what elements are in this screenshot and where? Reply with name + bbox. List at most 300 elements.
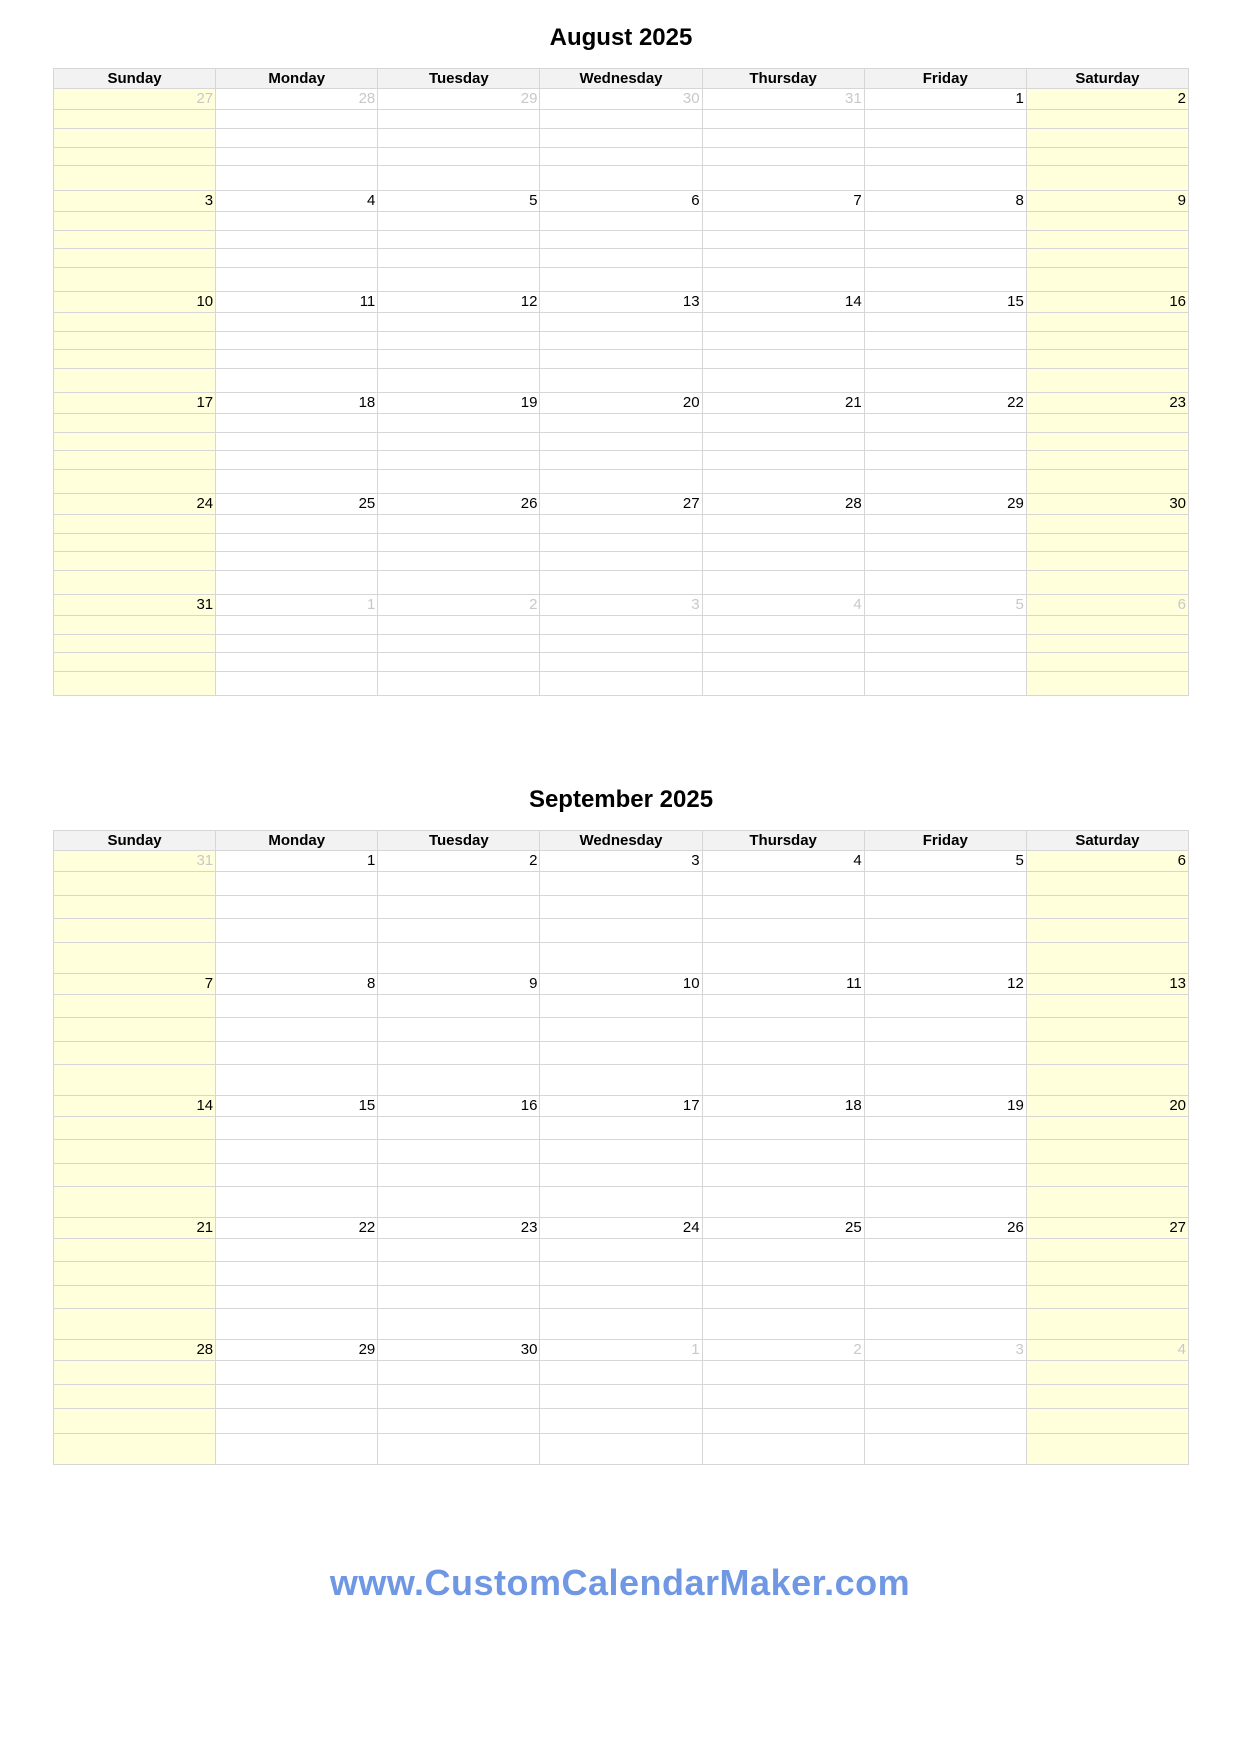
note-line: [1027, 1308, 1188, 1331]
day-cell[interactable]: [216, 494, 378, 595]
day-number: 3: [204, 192, 214, 209]
note-line: [865, 1285, 1026, 1308]
day-cell[interactable]: [864, 1096, 1026, 1218]
day-cell[interactable]: [864, 89, 1026, 191]
note-line: [216, 1163, 377, 1186]
day-cell[interactable]: [540, 1340, 702, 1465]
day-cell[interactable]: [1026, 1218, 1188, 1340]
day-cell[interactable]: [54, 494, 216, 595]
note-line: [54, 615, 215, 634]
note-line: [703, 514, 864, 533]
day-cell[interactable]: [1026, 393, 1188, 494]
note-line: [216, 1186, 377, 1209]
day-number: 16: [520, 1097, 538, 1114]
note-line: [540, 1041, 701, 1064]
day-number: 10: [196, 293, 214, 310]
note-line: [378, 109, 539, 128]
month-title: September 2025: [528, 786, 714, 813]
week-row: [54, 89, 1189, 191]
note-line: [216, 1308, 377, 1331]
day-cell[interactable]: [378, 1096, 540, 1218]
note-line: [216, 312, 377, 331]
day-number: 1: [1015, 90, 1024, 107]
day-cell[interactable]: [378, 1340, 540, 1465]
note-line: [216, 450, 377, 469]
note-line: [703, 994, 864, 1017]
note-line: [865, 349, 1026, 368]
note-line: [703, 551, 864, 570]
day-number: 26: [1007, 1219, 1024, 1236]
day-number: 12: [1007, 975, 1024, 992]
note-line: [703, 1285, 864, 1308]
day-number: 9: [1177, 192, 1186, 209]
note-line: [378, 1408, 539, 1432]
note-line: [378, 570, 539, 589]
note-line: [703, 165, 864, 184]
footer-website-link[interactable]: www.CustomCalendarMaker.com: [329, 1562, 911, 1603]
note-line: [865, 1116, 1026, 1139]
day-cell[interactable]: [1026, 292, 1188, 393]
note-line: [540, 533, 701, 552]
note-line: [540, 570, 701, 589]
note-line: [54, 533, 215, 552]
day-cell[interactable]: [216, 89, 378, 191]
note-line: [865, 533, 1026, 552]
note-line: [703, 248, 864, 267]
day-cell[interactable]: [54, 1340, 216, 1465]
note-line: [216, 533, 377, 552]
day-number: 23: [1169, 394, 1186, 411]
note-line: [378, 1064, 539, 1087]
note-line: [378, 1238, 539, 1261]
day-number: 30: [1169, 495, 1186, 512]
day-cell[interactable]: [864, 851, 1026, 974]
note-line: [216, 349, 377, 368]
note-line: [1027, 871, 1188, 895]
week-row: [54, 595, 1189, 696]
note-line: [54, 1017, 215, 1040]
note-line: [378, 615, 539, 634]
note-line: [54, 871, 215, 895]
note-line: [378, 165, 539, 184]
note-line: [216, 248, 377, 267]
day-cell[interactable]: [378, 494, 540, 595]
note-line: [1027, 1285, 1188, 1308]
week-row: [54, 1218, 1189, 1340]
note-line: [865, 432, 1026, 451]
note-line: [865, 994, 1026, 1017]
note-line: [865, 109, 1026, 128]
day-number-other-month: 28: [358, 90, 376, 107]
day-cell[interactable]: [702, 851, 864, 974]
note-line: [540, 1308, 701, 1331]
note-line: [54, 918, 215, 942]
note-line: [540, 1116, 701, 1139]
day-cell[interactable]: [864, 191, 1026, 292]
week-row: [54, 494, 1189, 595]
weekday-header-saturday: Saturday: [1026, 69, 1188, 89]
note-line: [540, 128, 701, 147]
note-line: [703, 895, 864, 919]
note-line: [378, 1017, 539, 1040]
day-cell[interactable]: [1026, 89, 1188, 191]
day-cell[interactable]: [216, 1096, 378, 1218]
day-number: 11: [846, 975, 862, 992]
day-number: 12: [520, 293, 538, 310]
day-cell[interactable]: [216, 292, 378, 393]
note-line: [54, 994, 215, 1017]
note-line: [865, 634, 1026, 653]
note-line: [378, 413, 539, 432]
note-line: [703, 413, 864, 432]
day-cell[interactable]: [216, 393, 378, 494]
day-cell[interactable]: [216, 1218, 378, 1340]
day-number: 8: [1015, 192, 1024, 209]
day-cell[interactable]: [378, 191, 540, 292]
day-number: 6: [691, 192, 700, 209]
note-line: [54, 1116, 215, 1139]
day-cell[interactable]: [378, 89, 540, 191]
note-line: [1027, 349, 1188, 368]
weekday-header-friday: Friday: [864, 831, 1026, 851]
day-number: 9: [529, 975, 538, 992]
day-cell[interactable]: [702, 974, 864, 1096]
week-row: [54, 393, 1189, 494]
note-line: [216, 211, 377, 230]
day-cell[interactable]: [216, 191, 378, 292]
note-line: [703, 615, 864, 634]
day-cell[interactable]: [1026, 851, 1188, 974]
day-cell[interactable]: [540, 494, 702, 595]
note-line: [865, 895, 1026, 919]
note-line: [378, 1139, 539, 1162]
note-line: [703, 1408, 864, 1432]
note-line: [540, 109, 701, 128]
note-line: [216, 128, 377, 147]
day-cell[interactable]: [54, 292, 216, 393]
day-number: 22: [1007, 394, 1024, 411]
note-line: [540, 312, 701, 331]
day-cell[interactable]: [216, 1340, 378, 1465]
note-line: [703, 230, 864, 249]
day-number: 15: [1007, 293, 1024, 310]
day-number: 19: [520, 394, 538, 411]
day-cell[interactable]: [216, 974, 378, 1096]
note-line: [378, 918, 539, 942]
note-line: [865, 918, 1026, 942]
day-cell[interactable]: [702, 1218, 864, 1340]
day-number: 2: [1177, 90, 1186, 107]
day-cell[interactable]: [54, 393, 216, 494]
note-line: [54, 1408, 215, 1432]
weekday-header-tuesday: Tuesday: [378, 831, 540, 851]
note-line: [216, 1384, 377, 1408]
day-cell[interactable]: [378, 595, 540, 696]
day-number: 22: [358, 1219, 376, 1236]
day-cell[interactable]: [1026, 595, 1188, 696]
note-line: [54, 1139, 215, 1162]
note-line: [1027, 942, 1188, 966]
note-line: [1027, 1139, 1188, 1162]
day-number: 4: [853, 852, 862, 869]
note-line: [1027, 230, 1188, 249]
day-cell[interactable]: [864, 292, 1026, 393]
day-number: 3: [691, 852, 700, 869]
note-line: [865, 312, 1026, 331]
weekday-header-sunday: Sunday: [54, 69, 216, 89]
note-line: [1027, 514, 1188, 533]
note-line: [378, 1116, 539, 1139]
note-line: [54, 432, 215, 451]
day-cell[interactable]: [1026, 494, 1188, 595]
note-line: [540, 1238, 701, 1261]
note-line: [1027, 1238, 1188, 1261]
day-cell[interactable]: [54, 89, 216, 191]
note-line: [1027, 368, 1188, 387]
day-cell[interactable]: [54, 851, 216, 974]
note-line: [216, 942, 377, 966]
weekday-header-tuesday: Tuesday: [378, 69, 540, 89]
note-line: [540, 469, 701, 488]
note-line: [540, 267, 701, 286]
note-line: [703, 128, 864, 147]
day-cell[interactable]: [540, 1096, 702, 1218]
note-line: [54, 1238, 215, 1261]
calendar-month-september: [53, 784, 1189, 1465]
day-cell[interactable]: [1026, 974, 1188, 1096]
note-line: [703, 312, 864, 331]
note-line: [54, 1384, 215, 1408]
note-line: [703, 1064, 864, 1087]
day-cell[interactable]: [540, 851, 702, 974]
note-line: [54, 312, 215, 331]
day-number: 27: [682, 495, 700, 512]
note-line: [865, 230, 1026, 249]
month-title: August 2025: [549, 24, 693, 51]
weekday-header-thursday: Thursday: [702, 69, 864, 89]
note-line: [1027, 895, 1188, 919]
note-line: [216, 652, 377, 671]
note-line: [703, 1238, 864, 1261]
day-cell[interactable]: [378, 292, 540, 393]
note-line: [540, 918, 701, 942]
day-number: 5: [1015, 852, 1024, 869]
day-number-other-month: 2: [853, 1341, 862, 1358]
note-line: [378, 1360, 539, 1384]
day-cell[interactable]: [864, 393, 1026, 494]
day-number-other-month: 1: [691, 1341, 700, 1358]
note-line: [54, 1285, 215, 1308]
note-line: [216, 1261, 377, 1284]
note-line: [1027, 450, 1188, 469]
note-line: [378, 1285, 539, 1308]
day-cell[interactable]: [378, 851, 540, 974]
day-number: 11: [359, 293, 376, 310]
note-line: [378, 230, 539, 249]
note-line: [865, 147, 1026, 166]
day-number: 18: [358, 394, 376, 411]
note-line: [1027, 1186, 1188, 1209]
day-cell[interactable]: [702, 393, 864, 494]
note-line: [378, 1433, 539, 1457]
day-cell[interactable]: [378, 1218, 540, 1340]
day-cell[interactable]: [864, 595, 1026, 696]
weekday-header-saturday: Saturday: [1026, 831, 1188, 851]
day-cell[interactable]: [1026, 1340, 1188, 1465]
day-number: 21: [845, 394, 862, 411]
note-line: [1027, 1041, 1188, 1064]
note-line: [865, 1163, 1026, 1186]
note-line: [703, 1384, 864, 1408]
day-number: 16: [1169, 293, 1186, 310]
note-line: [54, 331, 215, 350]
note-line: [540, 331, 701, 350]
note-line: [703, 942, 864, 966]
day-cell[interactable]: [540, 393, 702, 494]
note-line: [378, 211, 539, 230]
note-line: [540, 634, 701, 653]
day-cell[interactable]: [540, 595, 702, 696]
note-line: [703, 211, 864, 230]
note-line: [216, 615, 377, 634]
note-line: [865, 248, 1026, 267]
note-line: [54, 128, 215, 147]
day-cell[interactable]: [540, 191, 702, 292]
day-cell[interactable]: [702, 1340, 864, 1465]
note-line: [1027, 109, 1188, 128]
day-cell[interactable]: [54, 974, 216, 1096]
note-line: [216, 147, 377, 166]
day-cell[interactable]: [702, 191, 864, 292]
note-line: [54, 211, 215, 230]
day-cell[interactable]: [54, 1096, 216, 1218]
note-line: [1027, 652, 1188, 671]
note-line: [378, 514, 539, 533]
day-cell[interactable]: [702, 1096, 864, 1218]
note-line: [540, 1186, 701, 1209]
day-number: 10: [682, 975, 700, 992]
day-cell[interactable]: [702, 89, 864, 191]
note-line: [378, 533, 539, 552]
note-line: [865, 450, 1026, 469]
note-line: [540, 1433, 701, 1457]
note-line: [1027, 533, 1188, 552]
day-cell[interactable]: [54, 1218, 216, 1340]
day-number-other-month: 27: [196, 90, 214, 107]
note-line: [1027, 570, 1188, 589]
note-line: [216, 570, 377, 589]
day-cell[interactable]: [864, 1340, 1026, 1465]
note-line: [216, 432, 377, 451]
day-cell[interactable]: [540, 292, 702, 393]
note-line: [865, 615, 1026, 634]
note-line: [1027, 128, 1188, 147]
note-line: [865, 165, 1026, 184]
day-number: 17: [196, 394, 214, 411]
note-line: [540, 147, 701, 166]
day-number: 19: [1007, 1097, 1024, 1114]
day-number: 24: [682, 1219, 700, 1236]
note-line: [865, 413, 1026, 432]
note-line: [703, 109, 864, 128]
note-line: [703, 349, 864, 368]
note-line: [216, 165, 377, 184]
note-line: [703, 1308, 864, 1331]
day-number: 25: [845, 1219, 862, 1236]
day-cell[interactable]: [864, 1218, 1026, 1340]
day-cell[interactable]: [540, 974, 702, 1096]
note-line: [216, 109, 377, 128]
day-cell[interactable]: [540, 1218, 702, 1340]
day-cell[interactable]: [54, 595, 216, 696]
note-line: [540, 652, 701, 671]
day-cell[interactable]: [702, 292, 864, 393]
day-cell[interactable]: [702, 494, 864, 595]
day-cell[interactable]: [216, 595, 378, 696]
weekday-header-monday: Monday: [216, 69, 378, 89]
note-line: [216, 634, 377, 653]
note-line: [540, 432, 701, 451]
note-line: [703, 1360, 864, 1384]
note-line: [703, 671, 864, 690]
note-line: [703, 871, 864, 895]
note-line: [378, 368, 539, 387]
week-row: [54, 974, 1189, 1096]
note-line: [1027, 413, 1188, 432]
calendar-grid: [53, 830, 1189, 1465]
day-cell[interactable]: [378, 974, 540, 1096]
note-line: [1027, 432, 1188, 451]
day-number: 29: [358, 1341, 376, 1358]
note-line: [540, 1163, 701, 1186]
day-number: 8: [366, 975, 376, 992]
note-line: [216, 469, 377, 488]
day-cell[interactable]: [1026, 1096, 1188, 1218]
note-line: [216, 1408, 377, 1432]
note-line: [865, 469, 1026, 488]
day-number: 1: [366, 852, 376, 869]
day-cell[interactable]: [54, 191, 216, 292]
note-line: [703, 918, 864, 942]
note-line: [378, 248, 539, 267]
note-line: [54, 671, 215, 690]
day-cell[interactable]: [702, 595, 864, 696]
week-row: [54, 851, 1189, 974]
note-line: [1027, 1433, 1188, 1457]
day-cell[interactable]: [864, 974, 1026, 1096]
note-line: [1027, 615, 1188, 634]
weekday-header-sunday: Sunday: [54, 831, 216, 851]
calendar-month-august: [53, 22, 1189, 696]
note-line: [378, 1041, 539, 1064]
note-line: [216, 1238, 377, 1261]
day-cell[interactable]: [864, 494, 1026, 595]
day-cell[interactable]: [540, 89, 702, 191]
note-line: [1027, 1360, 1188, 1384]
day-cell[interactable]: [1026, 191, 1188, 292]
note-line: [865, 871, 1026, 895]
day-cell[interactable]: [378, 393, 540, 494]
note-line: [54, 1064, 215, 1087]
note-line: [216, 331, 377, 350]
day-number: 26: [520, 495, 538, 512]
day-number-other-month: 1: [366, 596, 376, 613]
note-line: [216, 551, 377, 570]
note-line: [865, 671, 1026, 690]
note-line: [540, 942, 701, 966]
note-line: [378, 652, 539, 671]
day-cell[interactable]: [216, 851, 378, 974]
